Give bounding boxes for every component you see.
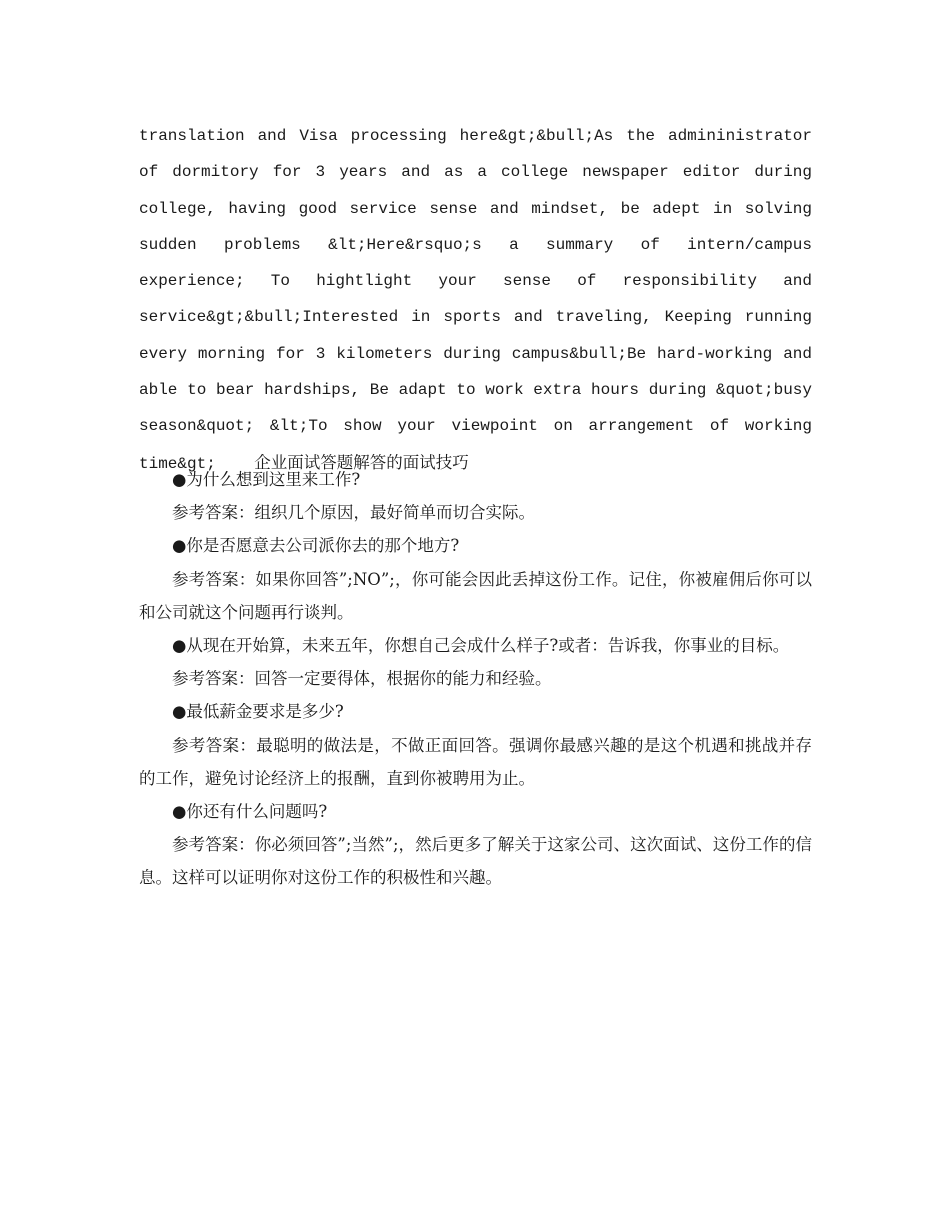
question-5: ●你还有什么问题吗? <box>172 802 328 822</box>
question-3: ●从现在开始算，未来五年，你想自己会成什么样子?或者：告诉我，你事业的目标。 <box>172 636 790 656</box>
section-heading: 企业面试答题解答的面试技巧 <box>254 452 469 472</box>
answer-2: 参考答案：如果你回答”;NO”;，你可能会因此丢掉这份工作。记住，你被雇佣后你可以和公司就这个问题再行谈判。 <box>139 569 812 622</box>
answer-3: 参考答案：回答一定要得体，根据你的能力和经验。 <box>172 669 552 689</box>
question-1: ●为什么想到这里来工作? <box>172 470 361 489</box>
resume-paragraph <box>139 118 812 482</box>
question-2: ●你是否愿意去公司派你去的那个地方? <box>172 536 460 556</box>
interview-qa-list <box>139 463 812 895</box>
question-4: ●最低薪金要求是多少? <box>172 702 344 722</box>
answer-4: 参考答案：最聪明的做法是，不做正面回答。强调你最感兴趣的是这个机遇和挑战并存的工作，避免讨论经济上的报酬，直到你被聘用为止。 <box>139 735 812 788</box>
answer-1: 参考答案：组织几个原因，最好简单而切合实际。 <box>172 503 535 523</box>
resume-text: translation and Visa processing here&gt;&bull;As the admininistrator of dormitory for 3 years and as a college newspaper editor during college, having good service sense and mindset, be adept in solving sudden problems &lt;Here&rsquo;s a summary of intern/campus experience; To hightlight your sense of responsibility and service&gt;&bull;Interested in sports and traveling, Keeping running every morning for 3 kilometers during campus&bull;Be hard-working and able to bear hardships, Be adapt to work extra hours during &quot;busy season&quot; &lt;To show your viewpoint on arrangement of working time&gt; <box>139 127 812 473</box>
answer-5: 参考答案：你必须回答”;当然”;，然后更多了解关于这家公司、这次面试、这份工作的信息。这样可以证明你对这份工作的积极性和兴趣。 <box>139 835 812 888</box>
